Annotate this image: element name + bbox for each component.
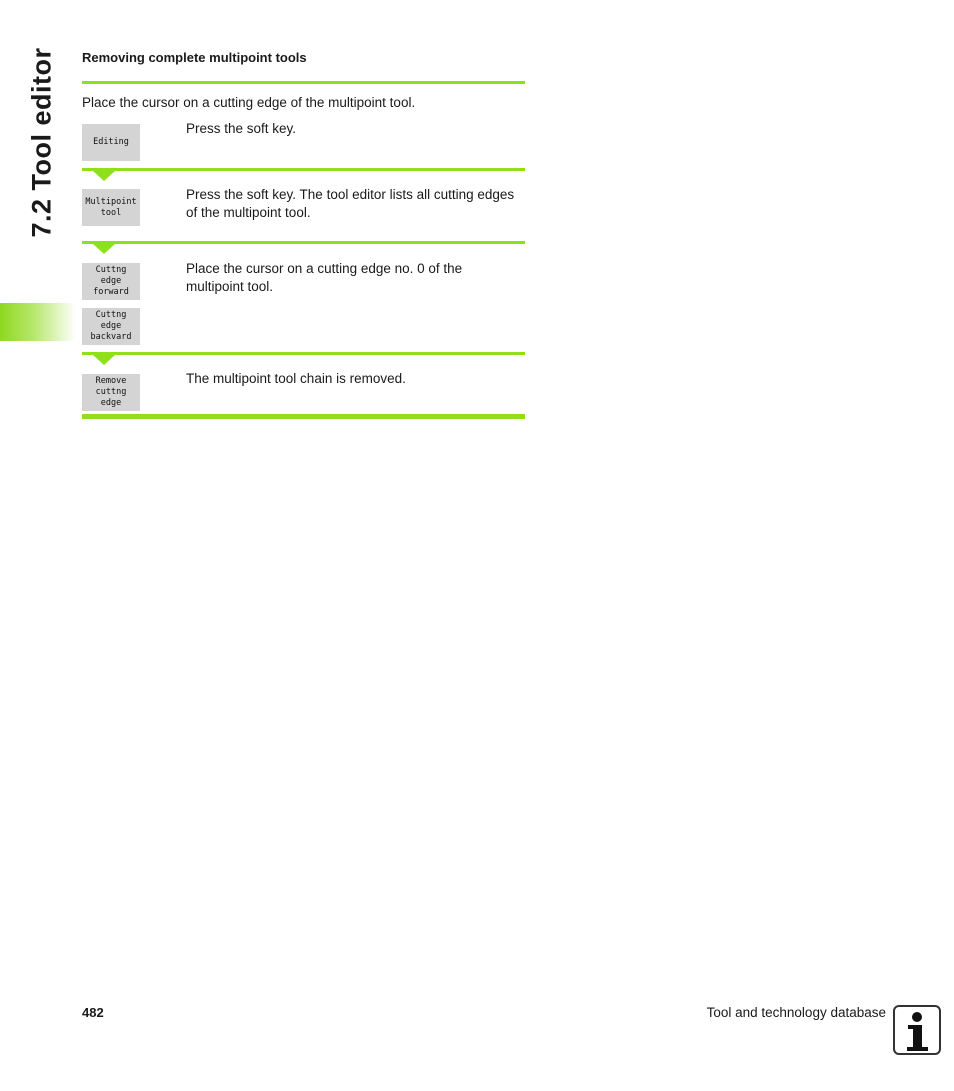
softkey-label-line: tool — [100, 207, 122, 218]
step-3-description: Place the cursor on a cutting edge no. 0 of the multipoint tool. — [186, 261, 463, 294]
info-icon — [893, 1005, 941, 1055]
softkey-multipoint-tool[interactable] — [82, 189, 140, 226]
step-4-description: The multipoint tool chain is removed. — [186, 371, 406, 386]
softkey-remove-cutting-edge[interactable] — [82, 374, 140, 411]
softkey-label-line: Editing — [93, 137, 129, 147]
softkey-label-line: forward — [93, 287, 129, 297]
step-divider — [82, 352, 525, 355]
step-divider — [82, 168, 525, 171]
step-1-description: Press the soft key. — [186, 121, 297, 136]
softkey-label-line: cuttng edge — [95, 387, 127, 408]
step-arrow-icon — [93, 244, 115, 254]
intro-text: Place the cursor on a cutting edge of the multipoint tool. — [82, 95, 416, 110]
softkey-label-line: Cuttng edge — [95, 310, 127, 331]
page-number: 482 — [82, 1005, 104, 1020]
chapter-side-title-text: 7.2 Tool editor — [26, 46, 57, 238]
step-arrow-icon — [93, 171, 115, 181]
softkey-label-line: Cuttng edge — [95, 265, 127, 286]
softkey-label-line: backvard — [90, 332, 132, 342]
step-divider — [82, 241, 525, 244]
bottom-rule — [82, 414, 525, 419]
step-arrow-icon — [93, 355, 115, 365]
softkey-editing[interactable] — [82, 124, 140, 161]
softkey-cutting-edge-backward[interactable] — [82, 308, 140, 345]
chapter-side-title — [22, 46, 62, 238]
step-2-description: Press the soft key. The tool editor lists all cutting edges of the multipoint tool. — [186, 187, 515, 220]
top-rule — [82, 81, 525, 84]
section-heading: Removing complete multipoint tools — [82, 50, 307, 65]
softkey-cutting-edge-forward[interactable] — [82, 263, 140, 300]
softkey-label-line: Remove — [95, 376, 127, 386]
footer-chapter-title: Tool and technology database — [706, 1005, 886, 1020]
softkey-label-line: Multipoint — [85, 196, 137, 207]
chapter-tab-marker — [0, 303, 76, 341]
